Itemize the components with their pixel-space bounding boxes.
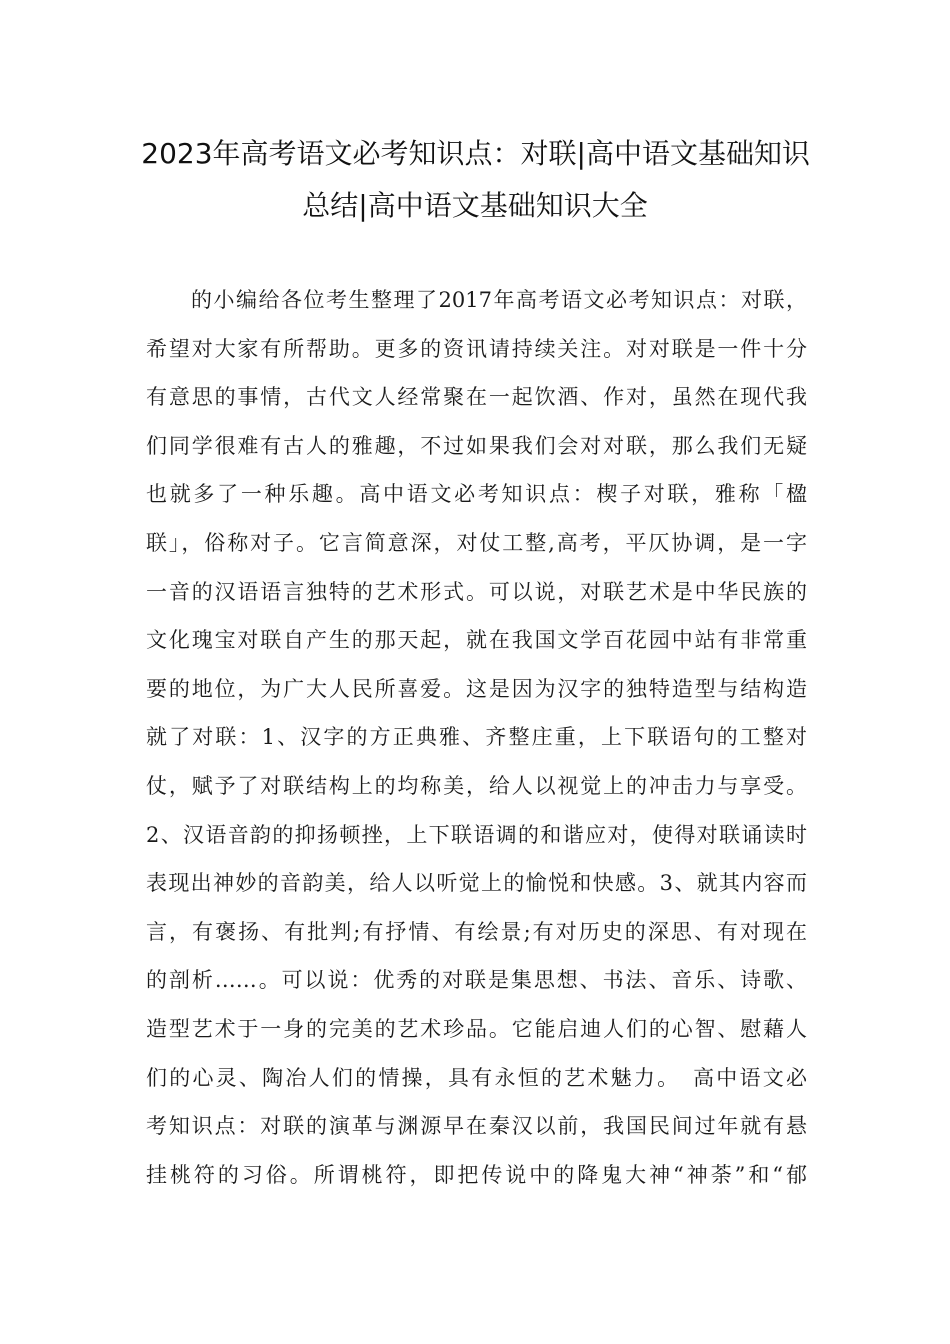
body-line: 表现出神妙的音韵美，给人以听觉上的愉悦和快感。3、就其内容而 — [146, 871, 807, 896]
title-line-2: 总结|高中语文基础知识大全 — [302, 189, 648, 222]
body-line: 造型艺术于一身的完美的艺术珍品。它能启迪人们的心智、慰藉人 — [146, 1016, 807, 1041]
body-line: 挂桃符的习俗。所谓桃符，即把传说中的降鬼大神“神荼”和“郁 — [146, 1162, 807, 1187]
body-line: 联」，俗称对子。它言简意深，对仗工整,高考，平仄协调，是一字 — [146, 530, 807, 555]
body-line: 有意思的事情，古代文人经常聚在一起饮酒、作对，虽然在现代我 — [146, 385, 807, 410]
body-line: 仗，赋予了对联结构上的均称美，给人以视觉上的冲击力与享受。 — [146, 773, 807, 798]
body-line: 考知识点：对联的演革与渊源早在秦汉以前，我国民间过年就有悬 — [146, 1114, 807, 1139]
body-line: 的剖析……。可以说：优秀的对联是集思想、书法、音乐、诗歌、 — [146, 968, 807, 993]
body-line: 们同学很难有古人的雅趣，不过如果我们会对对联，那么我们无疑 — [146, 433, 807, 458]
body-line: 2、汉语音韵的抑扬顿挫，上下联语调的和谐应对，使得对联诵读时 — [146, 822, 807, 847]
body-line: 也就多了一种乐趣。高中语文必考知识点：楔子对联，雅称「楹 — [146, 482, 807, 507]
body-line: 的小编给各位考生整理了2017年高考语文必考知识点：对联， — [146, 288, 807, 312]
body-line: 要的地位，为广大人民所喜爱。这是因为汉字的独特造型与结构造 — [146, 676, 807, 701]
body-paragraph — [146, 276, 807, 1199]
body-line: 们的心灵、陶冶人们的情操，具有永恒的艺术魅力。 高中语文必 — [146, 1065, 807, 1090]
title-line-1: 2023年高考语文必考知识点：对联|高中语文基础知识 — [141, 137, 810, 170]
body-line: 言，有褒扬、有批判;有抒情、有绘景;有对历史的深思、有对现在 — [146, 919, 807, 944]
body-line: 希望对大家有所帮助。更多的资讯请持续关注。对对联是一件十分 — [146, 336, 807, 361]
body-line: 文化瑰宝对联自产生的那天起，就在我国文学百花园中站有非常重 — [146, 628, 807, 653]
body-line: 就了对联：1、汉字的方正典雅、齐整庄重，上下联语句的工整对 — [146, 725, 807, 750]
document-title — [140, 128, 810, 232]
body-line: 一音的汉语语言独特的艺术形式。可以说，对联艺术是中华民族的 — [146, 579, 807, 604]
